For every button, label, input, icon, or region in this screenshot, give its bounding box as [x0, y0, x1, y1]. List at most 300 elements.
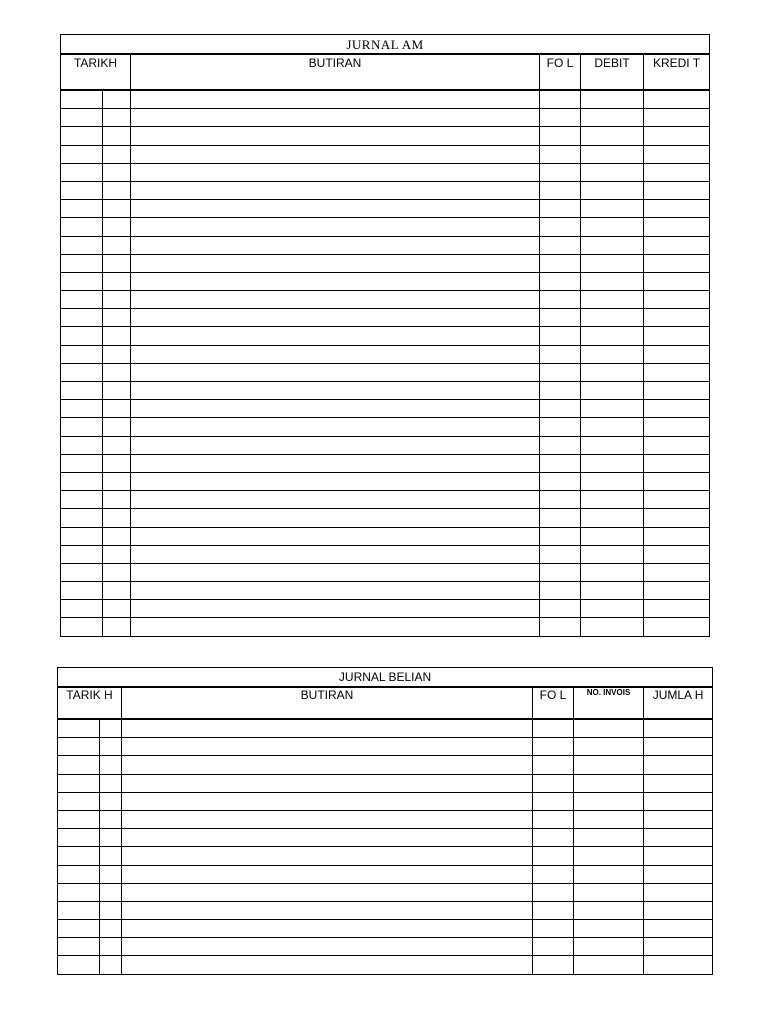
jurnal-belian-cell-fol — [533, 956, 574, 974]
jurnal-am-cell-col-6 — [644, 218, 710, 236]
jurnal-am-cell-tarikh-day — [61, 436, 103, 454]
jurnal-am-cell-tarikh-day — [61, 545, 103, 563]
jurnal-belian-cell-tarikh-day — [58, 883, 100, 901]
jurnal-am-cell-butiran — [131, 618, 540, 636]
jurnal-am-cell-col-6 — [644, 181, 710, 199]
jurnal-am-cell-butiran — [131, 600, 540, 618]
jurnal-am-cell-tarikh-month — [103, 582, 131, 600]
jurnal-am-cell-tarikh-day — [61, 563, 103, 581]
jurnal-belian-cell-butiran — [122, 956, 533, 974]
jurnal-am-cell-butiran — [131, 363, 540, 381]
jurnal-belian-cell-fol — [533, 865, 574, 883]
jurnal-belian-cell-col-5 — [574, 920, 644, 938]
jurnal-am-cell-fol — [540, 127, 581, 145]
jurnal-belian-cell-col-5 — [574, 938, 644, 956]
jurnal-am-cell-col-5 — [581, 491, 644, 509]
jurnal-am-cell-tarikh-month — [103, 400, 131, 418]
jurnal-belian-cell-col-6 — [644, 901, 713, 919]
jurnal-am-cell-col-6 — [644, 472, 710, 490]
jurnal-belian-title: JURNAL BELIAN — [58, 668, 713, 688]
jurnal-am-header-tarikh: TARIKH — [61, 54, 131, 90]
jurnal-belian-cell-col-5 — [574, 738, 644, 756]
jurnal-am-row — [61, 491, 710, 509]
jurnal-am-cell-tarikh-month — [103, 90, 131, 109]
jurnal-am-cell-tarikh-month — [103, 327, 131, 345]
jurnal-am-cell-tarikh-day — [61, 90, 103, 109]
jurnal-am-cell-tarikh-month — [103, 382, 131, 400]
jurnal-belian-cell-butiran — [122, 938, 533, 956]
jurnal-belian-cell-butiran — [122, 756, 533, 774]
jurnal-am-table — [60, 34, 710, 637]
jurnal-am-cell-fol — [540, 200, 581, 218]
jurnal-belian-cell-col-5 — [574, 756, 644, 774]
jurnal-am-cell-col-5 — [581, 200, 644, 218]
jurnal-am-cell-fol — [540, 600, 581, 618]
jurnal-am-row — [61, 109, 710, 127]
jurnal-belian-table — [57, 667, 713, 975]
jurnal-am-cell-tarikh-month — [103, 181, 131, 199]
jurnal-am-cell-col-6 — [644, 345, 710, 363]
jurnal-am-cell-col-6 — [644, 454, 710, 472]
jurnal-belian-cell-butiran — [122, 738, 533, 756]
jurnal-belian-cell-tarikh-month — [100, 938, 122, 956]
jurnal-am-row — [61, 400, 710, 418]
jurnal-belian-cell-col-6 — [644, 756, 713, 774]
jurnal-am-cell-fol — [540, 545, 581, 563]
jurnal-am-cell-fol — [540, 491, 581, 509]
jurnal-am-cell-col-6 — [644, 272, 710, 290]
jurnal-belian-cell-tarikh-day — [58, 810, 100, 828]
jurnal-am-cell-butiran — [131, 545, 540, 563]
jurnal-am-row — [61, 181, 710, 199]
jurnal-belian-cell-col-6 — [644, 774, 713, 792]
jurnal-belian-row — [58, 883, 713, 901]
jurnal-am-row — [61, 363, 710, 381]
jurnal-belian-cell-tarikh-month — [100, 738, 122, 756]
jurnal-belian-cell-fol — [533, 901, 574, 919]
jurnal-am-cell-tarikh-month — [103, 563, 131, 581]
jurnal-am-cell-butiran — [131, 509, 540, 527]
jurnal-am-header-fol: FO L — [540, 54, 581, 90]
jurnal-am-cell-fol — [540, 309, 581, 327]
jurnal-am-cell-col-6 — [644, 363, 710, 381]
jurnal-am-cell-col-5 — [581, 218, 644, 236]
jurnal-am-cell-butiran — [131, 109, 540, 127]
jurnal-am-cell-fol — [540, 145, 581, 163]
jurnal-am-cell-col-5 — [581, 582, 644, 600]
jurnal-belian-header-no-invois: NO. INVOIS — [574, 687, 644, 719]
jurnal-am-cell-col-5 — [581, 418, 644, 436]
jurnal-am-cell-tarikh-day — [61, 218, 103, 236]
jurnal-am-cell-col-6 — [644, 163, 710, 181]
jurnal-belian-cell-butiran — [122, 883, 533, 901]
jurnal-am-row — [61, 418, 710, 436]
jurnal-belian-cell-butiran — [122, 865, 533, 883]
jurnal-belian-cell-tarikh-month — [100, 847, 122, 865]
jurnal-belian-cell-butiran — [122, 847, 533, 865]
jurnal-am-cell-butiran — [131, 291, 540, 309]
jurnal-am-cell-fol — [540, 472, 581, 490]
jurnal-am-cell-tarikh-day — [61, 200, 103, 218]
jurnal-am-cell-butiran — [131, 345, 540, 363]
jurnal-am-cell-tarikh-month — [103, 272, 131, 290]
jurnal-am-cell-tarikh-day — [61, 618, 103, 636]
jurnal-am-cell-fol — [540, 436, 581, 454]
jurnal-belian-cell-butiran — [122, 901, 533, 919]
jurnal-belian-cell-tarikh-month — [100, 810, 122, 828]
jurnal-am-cell-butiran — [131, 254, 540, 272]
jurnal-belian-cell-col-5 — [574, 774, 644, 792]
jurnal-am-cell-butiran — [131, 400, 540, 418]
jurnal-am-cell-col-5 — [581, 254, 644, 272]
jurnal-am-cell-butiran — [131, 454, 540, 472]
jurnal-am-cell-col-5 — [581, 545, 644, 563]
jurnal-am-cell-tarikh-day — [61, 582, 103, 600]
jurnal-am-cell-col-6 — [644, 509, 710, 527]
jurnal-am-cell-col-5 — [581, 454, 644, 472]
jurnal-belian-row — [58, 738, 713, 756]
jurnal-am-row — [61, 582, 710, 600]
jurnal-belian-cell-col-5 — [574, 792, 644, 810]
jurnal-belian-cell-tarikh-day — [58, 847, 100, 865]
jurnal-am-cell-tarikh-month — [103, 163, 131, 181]
jurnal-am-cell-tarikh-day — [61, 382, 103, 400]
jurnal-belian-row — [58, 792, 713, 810]
jurnal-belian-cell-col-5 — [574, 865, 644, 883]
jurnal-am-cell-col-5 — [581, 563, 644, 581]
jurnal-am-cell-fol — [540, 272, 581, 290]
jurnal-am-cell-tarikh-month — [103, 218, 131, 236]
jurnal-belian-row — [58, 719, 713, 738]
jurnal-am-cell-tarikh-month — [103, 472, 131, 490]
jurnal-am-cell-tarikh-month — [103, 509, 131, 527]
jurnal-am-header-butiran: BUTIRAN — [131, 54, 540, 90]
jurnal-am-cell-fol — [540, 363, 581, 381]
jurnal-belian-cell-fol — [533, 810, 574, 828]
jurnal-am-cell-tarikh-day — [61, 181, 103, 199]
jurnal-belian-cell-fol — [533, 883, 574, 901]
jurnal-am-cell-col-6 — [644, 382, 710, 400]
jurnal-am-title: JURNAL AM — [61, 35, 710, 55]
jurnal-belian-cell-tarikh-day — [58, 938, 100, 956]
jurnal-am-row — [61, 254, 710, 272]
jurnal-belian-row — [58, 865, 713, 883]
jurnal-am-cell-col-5 — [581, 145, 644, 163]
jurnal-belian-cell-col-5 — [574, 810, 644, 828]
jurnal-am-cell-col-6 — [644, 418, 710, 436]
jurnal-belian-cell-col-6 — [644, 938, 713, 956]
jurnal-am-row — [61, 600, 710, 618]
jurnal-belian-cell-tarikh-month — [100, 719, 122, 738]
jurnal-am-cell-col-6 — [644, 254, 710, 272]
jurnal-am-cell-col-5 — [581, 109, 644, 127]
jurnal-am-cell-tarikh-month — [103, 600, 131, 618]
jurnal-am-cell-col-5 — [581, 236, 644, 254]
jurnal-am-cell-col-5 — [581, 509, 644, 527]
jurnal-am-cell-tarikh-day — [61, 236, 103, 254]
jurnal-belian-row — [58, 810, 713, 828]
jurnal-am-cell-tarikh-day — [61, 272, 103, 290]
jurnal-belian-cell-col-6 — [644, 956, 713, 974]
jurnal-belian-cell-col-6 — [644, 829, 713, 847]
jurnal-am-cell-tarikh-month — [103, 527, 131, 545]
jurnal-am-cell-butiran — [131, 327, 540, 345]
jurnal-belian-row — [58, 920, 713, 938]
jurnal-am-cell-tarikh-month — [103, 127, 131, 145]
jurnal-belian-cell-col-6 — [644, 810, 713, 828]
jurnal-am-cell-butiran — [131, 527, 540, 545]
jurnal-am-row — [61, 382, 710, 400]
jurnal-am-cell-tarikh-month — [103, 436, 131, 454]
jurnal-am-cell-col-6 — [644, 145, 710, 163]
jurnal-am-cell-tarikh-month — [103, 491, 131, 509]
jurnal-am-row — [61, 291, 710, 309]
jurnal-am-cell-tarikh-month — [103, 109, 131, 127]
jurnal-am-cell-butiran — [131, 309, 540, 327]
jurnal-am-cell-tarikh-day — [61, 400, 103, 418]
jurnal-am-row — [61, 327, 710, 345]
jurnal-am-cell-butiran — [131, 472, 540, 490]
jurnal-belian-cell-butiran — [122, 719, 533, 738]
jurnal-am-cell-tarikh-month — [103, 254, 131, 272]
jurnal-am-cell-fol — [540, 618, 581, 636]
jurnal-am-row — [61, 545, 710, 563]
jurnal-am-cell-col-6 — [644, 436, 710, 454]
jurnal-belian-row — [58, 774, 713, 792]
jurnal-am-cell-tarikh-day — [61, 127, 103, 145]
jurnal-am-cell-butiran — [131, 200, 540, 218]
jurnal-am-cell-butiran — [131, 127, 540, 145]
jurnal-am-header-debit: DEBIT — [581, 54, 644, 90]
jurnal-am-cell-butiran — [131, 382, 540, 400]
jurnal-am-cell-tarikh-day — [61, 327, 103, 345]
jurnal-am-cell-butiran — [131, 272, 540, 290]
jurnal-am-row — [61, 563, 710, 581]
jurnal-belian-cell-tarikh-day — [58, 756, 100, 774]
jurnal-am-row — [61, 218, 710, 236]
jurnal-belian-cell-tarikh-month — [100, 883, 122, 901]
jurnal-am-row — [61, 127, 710, 145]
jurnal-am-row — [61, 345, 710, 363]
jurnal-am-cell-col-6 — [644, 327, 710, 345]
jurnal-am-cell-col-5 — [581, 527, 644, 545]
jurnal-belian-cell-tarikh-day — [58, 774, 100, 792]
jurnal-am-cell-col-6 — [644, 563, 710, 581]
jurnal-belian-cell-butiran — [122, 829, 533, 847]
jurnal-am-cell-fol — [540, 218, 581, 236]
jurnal-am-cell-col-6 — [644, 491, 710, 509]
jurnal-am-cell-col-6 — [644, 527, 710, 545]
jurnal-am-row — [61, 309, 710, 327]
jurnal-am-cell-fol — [540, 527, 581, 545]
jurnal-belian-cell-fol — [533, 938, 574, 956]
jurnal-belian-cell-fol — [533, 829, 574, 847]
jurnal-am-row — [61, 272, 710, 290]
jurnal-am-row — [61, 509, 710, 527]
jurnal-am-row — [61, 200, 710, 218]
jurnal-am-cell-butiran — [131, 181, 540, 199]
jurnal-belian-cell-tarikh-month — [100, 865, 122, 883]
jurnal-am-cell-fol — [540, 400, 581, 418]
jurnal-am-cell-fol — [540, 90, 581, 109]
jurnal-am-cell-col-5 — [581, 90, 644, 109]
jurnal-am-cell-tarikh-day — [61, 600, 103, 618]
jurnal-am-cell-tarikh-day — [61, 454, 103, 472]
jurnal-belian-cell-fol — [533, 792, 574, 810]
jurnal-am-cell-butiran — [131, 145, 540, 163]
jurnal-am-cell-tarikh-day — [61, 363, 103, 381]
jurnal-am-cell-tarikh-month — [103, 618, 131, 636]
jurnal-am-cell-butiran — [131, 236, 540, 254]
jurnal-am-cell-tarikh-day — [61, 472, 103, 490]
jurnal-am-row — [61, 145, 710, 163]
jurnal-am-cell-col-5 — [581, 345, 644, 363]
jurnal-am-cell-tarikh-month — [103, 454, 131, 472]
jurnal-am-cell-tarikh-month — [103, 200, 131, 218]
jurnal-am-cell-col-5 — [581, 436, 644, 454]
jurnal-belian-row — [58, 938, 713, 956]
jurnal-belian-cell-tarikh-day — [58, 865, 100, 883]
jurnal-belian-cell-tarikh-month — [100, 792, 122, 810]
jurnal-am-cell-butiran — [131, 163, 540, 181]
jurnal-am-cell-col-6 — [644, 600, 710, 618]
jurnal-am-cell-fol — [540, 254, 581, 272]
jurnal-am-cell-col-6 — [644, 545, 710, 563]
jurnal-am-cell-butiran — [131, 563, 540, 581]
jurnal-belian-cell-col-5 — [574, 829, 644, 847]
jurnal-am-cell-butiran — [131, 90, 540, 109]
jurnal-am-cell-tarikh-month — [103, 291, 131, 309]
jurnal-am-cell-tarikh-day — [61, 254, 103, 272]
jurnal-am-row — [61, 527, 710, 545]
jurnal-belian-header-jumlah: JUMLA H — [644, 687, 713, 719]
jurnal-am-cell-col-6 — [644, 582, 710, 600]
jurnal-belian-cell-tarikh-month — [100, 829, 122, 847]
jurnal-am-cell-fol — [540, 291, 581, 309]
jurnal-belian-cell-tarikh-day — [58, 738, 100, 756]
jurnal-am-row — [61, 436, 710, 454]
jurnal-belian-cell-fol — [533, 847, 574, 865]
jurnal-belian-cell-col-5 — [574, 901, 644, 919]
jurnal-belian-cell-butiran — [122, 920, 533, 938]
jurnal-belian-cell-fol — [533, 738, 574, 756]
jurnal-am-cell-butiran — [131, 218, 540, 236]
jurnal-am-cell-tarikh-day — [61, 345, 103, 363]
jurnal-am-cell-tarikh-day — [61, 527, 103, 545]
jurnal-belian-cell-tarikh-month — [100, 756, 122, 774]
jurnal-am-cell-col-6 — [644, 618, 710, 636]
jurnal-belian-cell-col-6 — [644, 865, 713, 883]
jurnal-am-cell-tarikh-month — [103, 545, 131, 563]
jurnal-am-cell-col-5 — [581, 127, 644, 145]
jurnal-am-cell-col-6 — [644, 200, 710, 218]
jurnal-belian-cell-tarikh-day — [58, 901, 100, 919]
jurnal-belian-cell-tarikh-day — [58, 920, 100, 938]
jurnal-belian-header-butiran: BUTIRAN — [122, 687, 533, 719]
jurnal-belian-cell-fol — [533, 920, 574, 938]
jurnal-belian-row — [58, 756, 713, 774]
jurnal-am-cell-col-5 — [581, 600, 644, 618]
jurnal-am-cell-butiran — [131, 418, 540, 436]
jurnal-belian-cell-tarikh-day — [58, 792, 100, 810]
jurnal-am-cell-tarikh-day — [61, 291, 103, 309]
jurnal-belian-row — [58, 847, 713, 865]
jurnal-am-cell-fol — [540, 563, 581, 581]
jurnal-am-cell-col-6 — [644, 291, 710, 309]
jurnal-am-cell-fol — [540, 454, 581, 472]
jurnal-belian-cell-col-6 — [644, 719, 713, 738]
jurnal-belian-cell-tarikh-day — [58, 956, 100, 974]
jurnal-belian-cell-tarikh-month — [100, 920, 122, 938]
jurnal-belian-cell-col-5 — [574, 883, 644, 901]
jurnal-am-cell-col-6 — [644, 127, 710, 145]
jurnal-belian-cell-tarikh-day — [58, 829, 100, 847]
jurnal-am-cell-col-5 — [581, 291, 644, 309]
jurnal-am-row — [61, 236, 710, 254]
jurnal-am-cell-col-5 — [581, 382, 644, 400]
jurnal-am-cell-col-5 — [581, 618, 644, 636]
jurnal-am-cell-col-5 — [581, 163, 644, 181]
jurnal-am-cell-tarikh-month — [103, 345, 131, 363]
jurnal-am-cell-col-5 — [581, 363, 644, 381]
jurnal-belian-cell-tarikh-month — [100, 774, 122, 792]
jurnal-belian-cell-butiran — [122, 810, 533, 828]
jurnal-am-cell-col-6 — [644, 109, 710, 127]
jurnal-am-cell-butiran — [131, 436, 540, 454]
jurnal-belian-header-fol: FO L — [533, 687, 574, 719]
jurnal-am-cell-tarikh-day — [61, 509, 103, 527]
jurnal-belian-cell-col-6 — [644, 883, 713, 901]
jurnal-belian-cell-tarikh-month — [100, 956, 122, 974]
jurnal-am-cell-tarikh-day — [61, 309, 103, 327]
jurnal-am-cell-tarikh-day — [61, 109, 103, 127]
jurnal-am-header-kredit: KREDI T — [644, 54, 710, 90]
jurnal-am-cell-fol — [540, 582, 581, 600]
jurnal-am-cell-fol — [540, 181, 581, 199]
jurnal-am-cell-col-6 — [644, 400, 710, 418]
jurnal-belian-cell-col-5 — [574, 956, 644, 974]
jurnal-am-cell-tarikh-day — [61, 491, 103, 509]
jurnal-belian-cell-col-5 — [574, 719, 644, 738]
jurnal-belian-cell-fol — [533, 774, 574, 792]
jurnal-am-row — [61, 618, 710, 636]
jurnal-belian-cell-col-6 — [644, 792, 713, 810]
jurnal-belian-cell-tarikh-day — [58, 719, 100, 738]
jurnal-belian-row — [58, 901, 713, 919]
jurnal-am-row — [61, 90, 710, 109]
jurnal-am-cell-col-6 — [644, 309, 710, 327]
jurnal-am-cell-tarikh-month — [103, 145, 131, 163]
jurnal-am-cell-fol — [540, 236, 581, 254]
jurnal-am-cell-tarikh-day — [61, 163, 103, 181]
jurnal-belian-row — [58, 829, 713, 847]
jurnal-am-cell-fol — [540, 382, 581, 400]
jurnal-am-cell-fol — [540, 345, 581, 363]
jurnal-am-cell-tarikh-month — [103, 309, 131, 327]
jurnal-belian-cell-col-6 — [644, 738, 713, 756]
jurnal-am-cell-fol — [540, 327, 581, 345]
jurnal-am-cell-col-5 — [581, 472, 644, 490]
jurnal-am-cell-tarikh-month — [103, 363, 131, 381]
jurnal-am-cell-butiran — [131, 491, 540, 509]
jurnal-belian-cell-fol — [533, 756, 574, 774]
jurnal-am-cell-fol — [540, 418, 581, 436]
jurnal-am-cell-tarikh-month — [103, 418, 131, 436]
jurnal-am-row — [61, 454, 710, 472]
jurnal-am-cell-fol — [540, 163, 581, 181]
jurnal-am-cell-col-5 — [581, 327, 644, 345]
jurnal-belian-cell-fol — [533, 719, 574, 738]
